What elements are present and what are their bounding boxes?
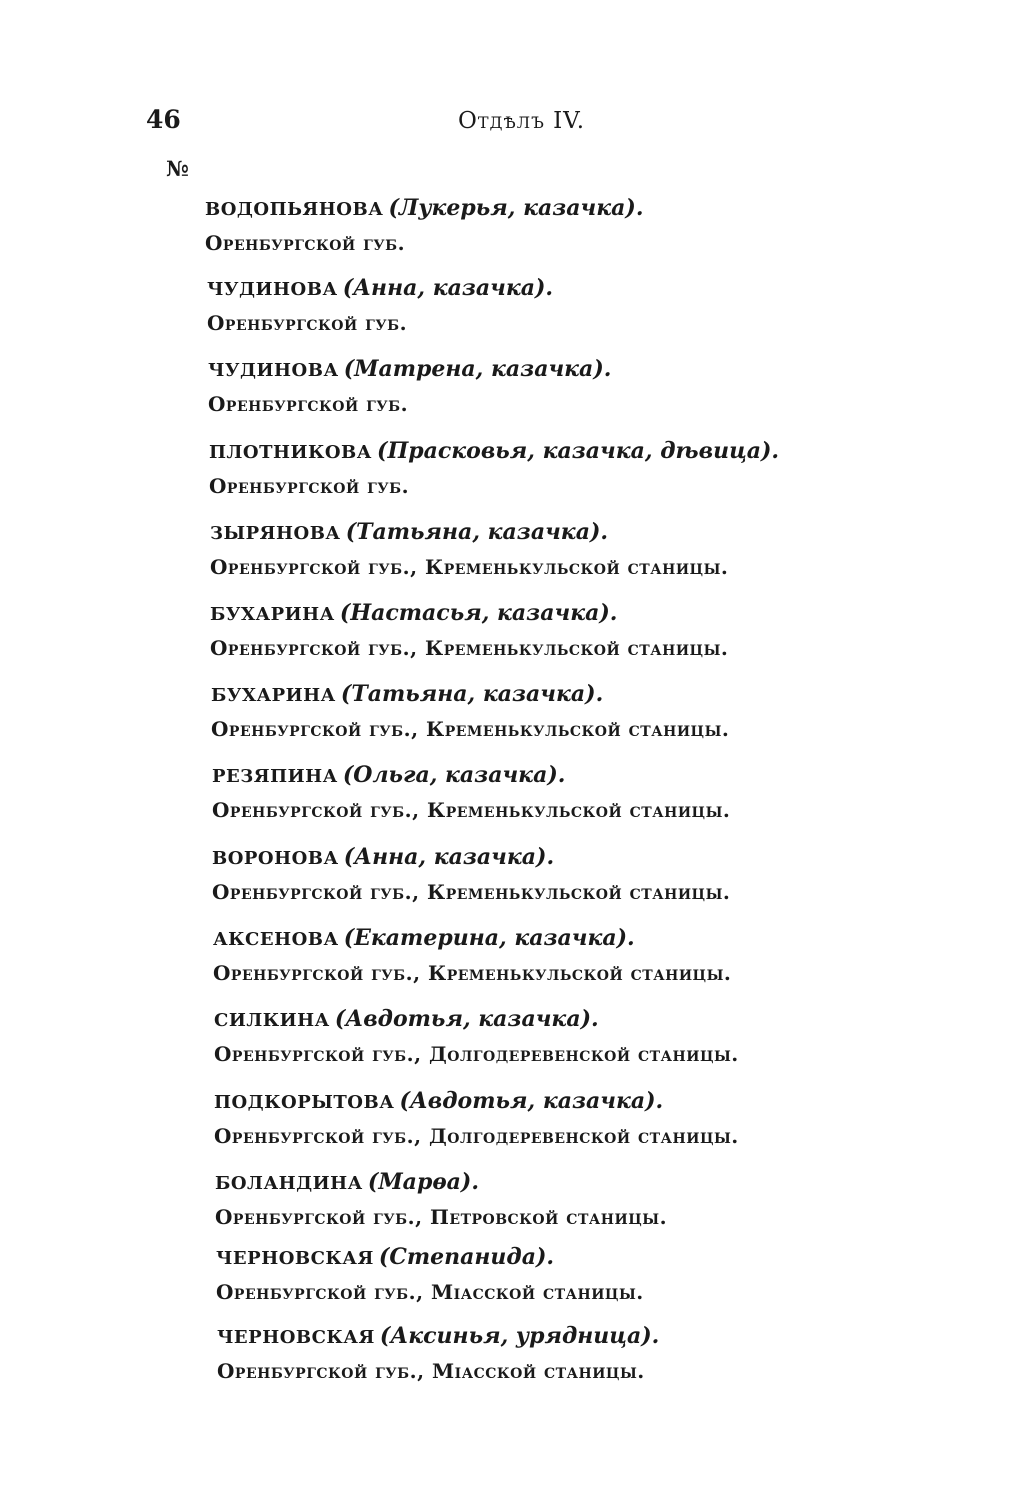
entry-details: (Татьяна, казачка). xyxy=(345,519,609,545)
entry-origin: Оренбургской губ., Кременькульской станицы. xyxy=(210,636,729,660)
entry-surname: ЧЕРНОВСКАЯ xyxy=(216,1248,374,1269)
entry-heading xyxy=(212,839,730,875)
entry-surname: БУХАРИНА xyxy=(210,604,335,625)
running-title: Отдѣлъ IV. xyxy=(458,108,586,134)
entry-surname: РЕЗЯПИНА xyxy=(212,766,338,787)
entry xyxy=(208,351,611,421)
entry-origin: Оренбургской губ. xyxy=(208,392,409,416)
entry xyxy=(210,595,728,665)
entry-surname: ВОДОПЬЯНОВА xyxy=(205,199,384,220)
entry xyxy=(217,1318,659,1388)
entry-origin: Оренбургской губ., Долгодеревенской станицы. xyxy=(214,1042,739,1066)
entry xyxy=(205,190,643,260)
entry xyxy=(211,676,729,746)
entry xyxy=(213,920,731,990)
entry-surname: ВОРОНОВА xyxy=(212,848,339,869)
entry-heading xyxy=(211,676,729,712)
entry-details: (Матрена, казачка). xyxy=(343,356,612,382)
entry-origin: Оренбургской губ. xyxy=(205,231,406,255)
page-number: 46 xyxy=(146,105,181,134)
entry-origin: Оренбургской губ., Кременькульской станицы. xyxy=(210,555,729,579)
entry-heading xyxy=(207,270,553,306)
entry-origin: Оренбургской губ., Кременькульской станицы. xyxy=(212,880,731,904)
entry-origin: Оренбургской губ., Кременькульской станицы. xyxy=(213,961,732,985)
entry-heading xyxy=(212,757,730,793)
entry-details: (Прасковья, казачка, дѣвица). xyxy=(377,438,780,464)
entry-heading xyxy=(209,433,779,469)
entry-heading xyxy=(214,1083,739,1119)
entry-heading xyxy=(208,351,611,387)
entry xyxy=(212,839,730,909)
entry xyxy=(215,1164,667,1234)
entry-heading xyxy=(217,1318,659,1354)
entry-origin: Оренбургской губ., Петровской станицы. xyxy=(215,1205,668,1229)
entry-surname: ЧЕРНОВСКАЯ xyxy=(217,1327,375,1348)
entry xyxy=(214,1083,739,1153)
entry-surname: ПЛОТНИКОВА xyxy=(209,442,372,463)
entry-surname: ЗЫРЯНОВА xyxy=(210,523,341,544)
entry-origin: Оренбургской губ. xyxy=(209,474,410,498)
entry-details: (Авдотья, казачка). xyxy=(334,1006,599,1032)
entry-surname: ЧУДИНОВА xyxy=(208,360,339,381)
entry xyxy=(207,270,553,340)
entry-surname: АКСЕНОВА xyxy=(213,929,339,950)
entry-surname: СИЛКИНА xyxy=(214,1010,330,1031)
entry-origin: Оренбургской губ., Міасской станицы. xyxy=(217,1359,645,1383)
entry-origin: Оренбургской губ., Долгодеревенской станицы. xyxy=(214,1124,739,1148)
entry xyxy=(216,1239,644,1309)
entry-details: (Аксинья, урядница). xyxy=(379,1323,660,1349)
entry-details: (Татьяна, казачка). xyxy=(340,681,604,707)
entry-heading xyxy=(210,514,728,550)
entry-surname: БУХАРИНА xyxy=(211,685,336,706)
entry-surname: ПОДКОРЫТОВА xyxy=(214,1092,395,1113)
entry-origin: Оренбургской губ., Міасской станицы. xyxy=(216,1280,644,1304)
entry-details: (Анна, казачка). xyxy=(343,844,555,870)
entry xyxy=(209,433,779,503)
entry-details: (Настасья, казачка). xyxy=(339,600,618,626)
entry-origin: Оренбургской губ. xyxy=(207,311,408,335)
entry-heading xyxy=(215,1164,667,1200)
entry-surname: ЧУДИНОВА xyxy=(207,279,338,300)
entry-surname: БОЛАНДИНА xyxy=(215,1173,363,1194)
entry xyxy=(210,514,728,584)
entry-heading xyxy=(213,920,731,956)
entry-details: (Екатерина, казачка). xyxy=(343,925,635,951)
entry-origin: Оренбургской губ., Кременькульской станицы. xyxy=(212,798,731,822)
entry-details: (Анна, казачка). xyxy=(342,275,554,301)
entry-heading xyxy=(214,1001,739,1037)
entry-heading xyxy=(205,190,643,226)
entry-details: (Лукерья, казачка). xyxy=(388,195,644,221)
entry-origin: Оренбургской губ., Кременькульской станицы. xyxy=(211,717,730,741)
entry-details: (Ольга, казачка). xyxy=(342,762,566,788)
entry-details: (Степанида). xyxy=(378,1244,555,1270)
entry xyxy=(214,1001,739,1071)
entry-details: (Марѳа). xyxy=(367,1169,479,1195)
entry-details: (Авдотья, казачка). xyxy=(399,1088,664,1114)
entry xyxy=(212,757,730,827)
entry-heading xyxy=(210,595,728,631)
number-sign: № xyxy=(166,156,189,181)
entry-heading xyxy=(216,1239,644,1275)
